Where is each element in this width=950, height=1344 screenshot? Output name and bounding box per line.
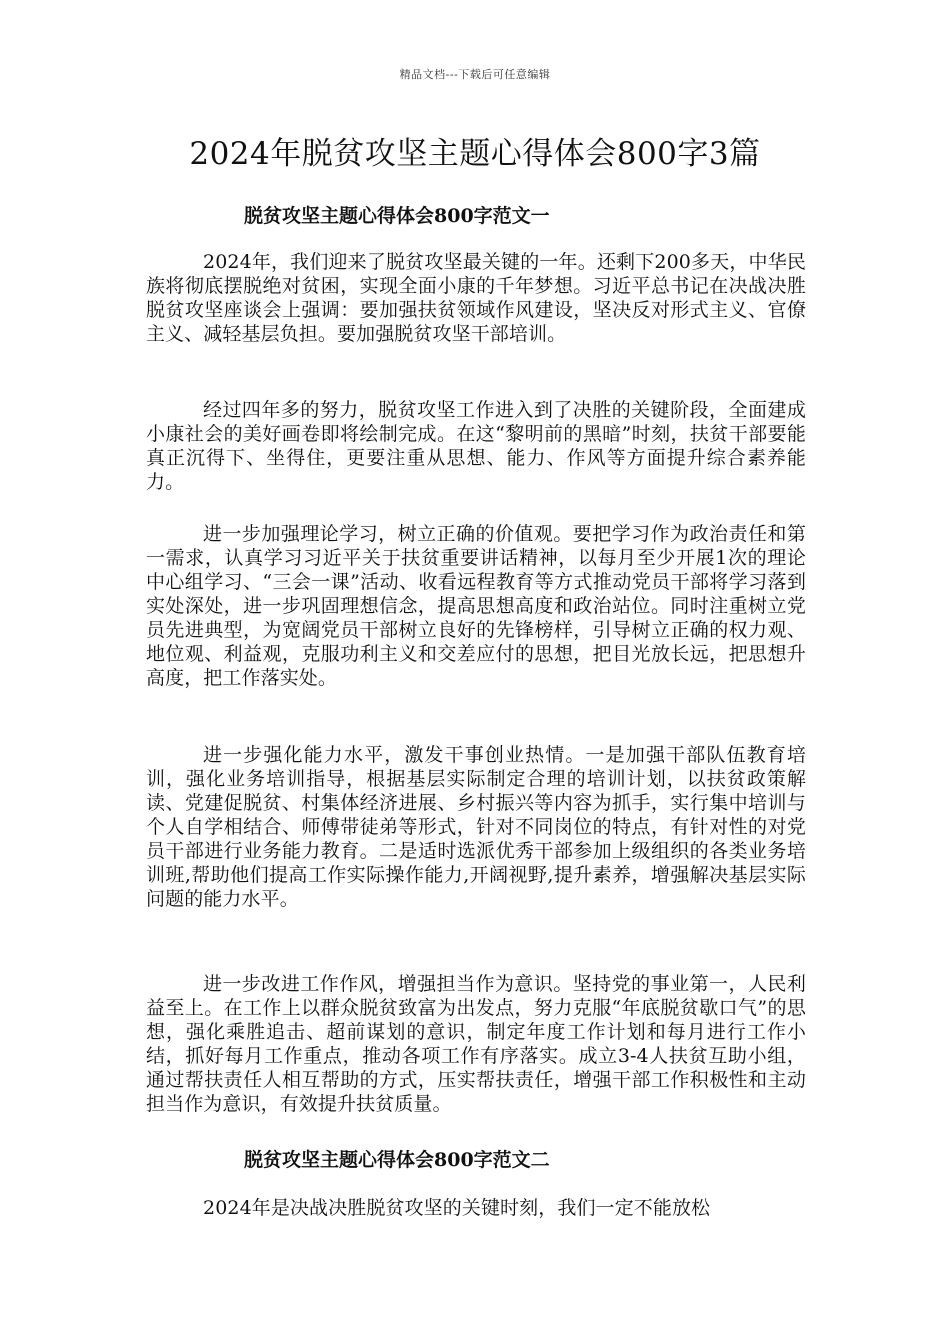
section-heading-1: 脱贫攻坚主题心得体会800字范文一	[244, 205, 550, 227]
paragraph-4: 进一步强化能力水平，激发干事创业热情。一是加强干部队伍教育培训，强化业务培训指导，根据基层实际制定合理的培训计划，以扶贫政策解读、党建促脱贫、村集体经济进展、乡村振兴等内容为抓手，实行集中培训与个人自学相结合、师傅带徒弟等形式，针对不同岗位的特点，有针对性的对党员干部进行业务能力教育。二是适时选派优秀干部参加上级组织的各类业务培训班,帮助他们提高工作实际操作能力,开阔视野,提升素养，增强解决基层实际问题的能力水平。	[146, 744, 806, 910]
header-note: 精品文档---下载后可任意编辑	[399, 68, 551, 81]
paragraph-6: 2024年是决战决胜脱贫攻坚的关键时刻，我们一定不能放松	[203, 1197, 711, 1219]
paragraph-5: 进一步改进工作作风，增强担当作为意识。坚持党的事业第一，人民利益至上。在工作上以群众脱贫致富为出发点，努力克服“年底脱贫歇口气”的思想，强化乘胜追击、超前谋划的意识，制定年度工作计划和每月进行工作小结，抓好每月工作重点，推动各项工作有序落实。成立3-4人扶贫互助小组，通过帮扶责任人相互帮助的方式，压实帮扶责任，增强干部工作积极性和主动担当作为意识，有效提升扶贫质量。	[146, 973, 806, 1115]
paragraph-1: 2024年，我们迎来了脱贫攻坚最关键的一年。还剩下200多天，中华民族将彻底摆脱绝对贫困，实现全面小康的千年梦想。习近平总书记在决战决胜脱贫攻坚座谈会上强调：要加强扶贫领域作风建设，坚决反对形式主义、官僚主义、减轻基层负担。要加强脱贫攻坚干部培训。	[146, 251, 806, 345]
paragraph-2: 经过四年多的努力，脱贫攻坚工作进入到了决胜的关键阶段，全面建成小康社会的美好画卷即将绘制完成。在这“黎明前的黑暗”时刻，扶贫干部要能真正沉得下、坐得住，更要注重从思想、能力、作风等方面提升综合素养能力。	[146, 399, 806, 493]
paragraph-3: 进一步加强理论学习，树立正确的价值观。要把学习作为政治责任和第一需求，认真学习习近平关于扶贫重要讲话精神，以每月至少开展1次的理论中心组学习、“三会一课”活动、收看远程教育等方式推动党员干部将学习落到实处深处，进一步巩固理想信念，提高思想高度和政治站位。同时注重树立党员先进典型，为宽阔党员干部树立良好的先锋榜样，引导树立正确的权力观、地位观、利益观，克服功利主义和交差应付的思想，把目光放长远，把思想升高度，把工作落实处。	[146, 523, 806, 689]
section-heading-2: 脱贫攻坚主题心得体会800字范文二	[244, 1149, 550, 1171]
document-title: 2024年脱贫攻坚主题心得体会800字3篇	[189, 136, 761, 172]
